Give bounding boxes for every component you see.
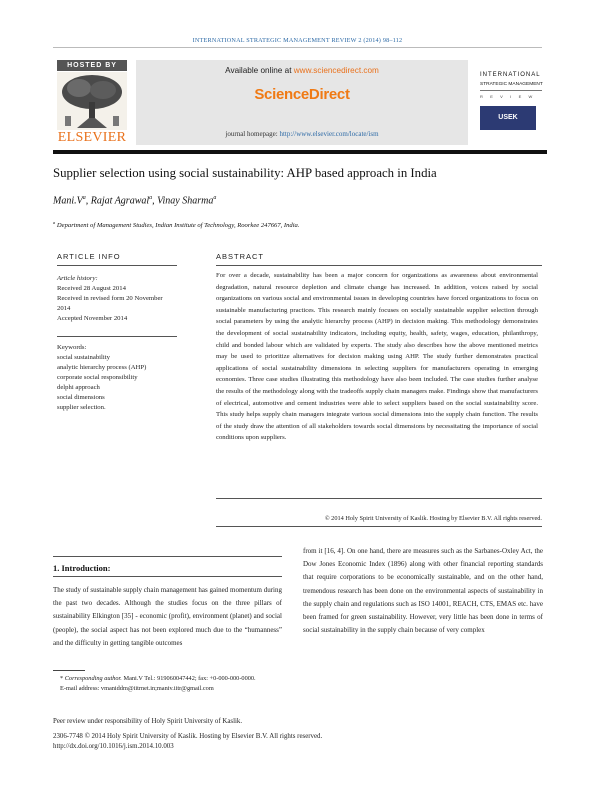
- author-name: Mani.V: [53, 195, 83, 207]
- corresponding-author-note: [60, 674, 540, 693]
- article-info-rule: [57, 265, 177, 266]
- author-affil-marker: a: [82, 195, 86, 201]
- article-info-heading: ARTICLE INFO: [57, 252, 121, 261]
- homepage-link[interactable]: http://www.elsevier.com/locate/ism: [279, 130, 379, 138]
- doi-link[interactable]: http://dx.doi.org/10.1016/j.ism.2014.10.003: [53, 743, 174, 750]
- sciencedirect-link[interactable]: www.sciencedirect.com: [293, 66, 379, 75]
- affiliation-marker: a: [53, 220, 56, 225]
- ism-logo-divider: [480, 90, 542, 91]
- abstract-copyright: © 2014 Holy Spirit University of Kaslik. Hosting by Elsevier B.V. All rights reserved.: [324, 515, 542, 522]
- issn-copyright: 2306-7748 © 2014 Holy Spirit University of Kaslik. Hosting by Elsevier B.V. All rights reserved.: [53, 733, 323, 740]
- ism-logo-review: R E V I E W: [480, 94, 536, 99]
- intro-right-column: from it [16, 4]. On one hand, there are measures such as the Sarbanes-Oxley Act, the Dow Jones Economic Index (1896) along with other financial reporting standards that require corporations to be economically sustainable, and on the other hand, tremendous research has been done on the environmental aspects of sustainability in the supply chain and regulations such as ISO 14001, REACH, CTS, EMAS etc. have been framed for green sustainability. However, very little has been done in terms of social sustainability in the supply chain because of very complex: [303, 547, 543, 635]
- elsevier-tree-logo: [57, 72, 127, 130]
- footnote-rule: [53, 670, 85, 671]
- available-online: [136, 66, 468, 75]
- author-list: $Mani.V^a$, Rajat Agrawal$^a$, Vinay Sharma$^a$: [53, 195, 217, 207]
- keyword-item: delphi approach: [57, 384, 100, 391]
- article-title: Supplier selection using social sustainability: AHP based approach in India: [53, 166, 437, 180]
- intro-left-column: The study of sustainable supply chain management has gained momentum during the past two decades. Although the studies focus on the three pillars of sustainability Elkington [35] - economic (profit), environment (planet) and social (people), the social aspect has not been explored much due to the “humanness” and the difficulty in getting tangible outcomes: [53, 586, 282, 647]
- author-affil-marker: a: [213, 195, 217, 201]
- sciencedirect-logo: ScienceDirect: [254, 86, 350, 103]
- author-affil-marker: a: [149, 195, 153, 201]
- abstract-rule-top: [216, 265, 542, 266]
- history-item: Received 28 August 2014: [57, 285, 126, 292]
- keyword-item: social dimensions: [57, 394, 105, 401]
- section-heading-introduction: 1. Introduction:: [53, 563, 111, 573]
- keyword-item: supplier selection.: [57, 404, 106, 411]
- history-item: Accepted November 2014: [57, 315, 128, 322]
- article-history: [57, 274, 207, 324]
- journal-homepage: [136, 130, 468, 138]
- footnote-marker: *: [60, 675, 64, 682]
- available-online-label: Available online at: [225, 66, 294, 75]
- keyword-item: social sustainability: [57, 354, 110, 361]
- keyword-item: corporate social responsibility: [57, 374, 138, 381]
- header-divider: [53, 47, 542, 48]
- author-email: E-mail address: vmaniddm@iitrnet.in;maniv.iitr@gmail.com: [60, 684, 214, 692]
- ism-logo-subtitle: [480, 82, 550, 88]
- author-name: Vinay Sharma: [157, 195, 214, 207]
- author-name: Rajat Agrawal: [90, 195, 150, 207]
- keywords-label: Keywords:: [57, 344, 87, 351]
- affiliation: [53, 220, 553, 229]
- ism-logo-title: INTERNATIONAL: [480, 72, 541, 78]
- abstract-text: For over a decade, sustainability has been a major concern for organizations as awareness about environmental degradation, natural resource depletion and climate change has increased. In addition, voices raised by social organizations on various social and environmental issues in developing countries have forced organizations to focus on sustainable manufacturing practices. This research mainly focuses on socially sustainable supplier selection through social parameters by using the analytic hierarchy process (AHP) in decision making. This methodology demonstrates the development of social sustainability indicators, including equity, health, safety, wages, education, philanthropy, child and bonded labour which are validated by experts. The study also describes how the above mentioned metrics may be used to prioritize alternatives for decision making using AHP. The study further demonstrates practical applications of social sustainability dimensions in selecting suppliers for manufacturers operating in emerging economies. Three case studies illustrating this methodology have also been included. The case studies further analyse the results of the methodology along with the tradeoffs supply chain managers make. Findings show that manufacturers of electrical, automotive and cement industries were able to select suppliers based on the social sustainability score. This study helps supply chain managers integrate various social dimensions into the supply chain function. The results of the study draw the attention of all stakeholders towards social dimensions by necessitating the importance of social conditions upon suppliers.: [216, 272, 538, 442]
- keywords-block: [57, 343, 207, 413]
- ism-logo-line2: STRATEGIC MANAGEMENT: [480, 82, 543, 87]
- issn-block: [53, 732, 533, 752]
- usek-logo: USEK: [480, 106, 536, 130]
- hosted-by-label: HOSTED BY: [57, 60, 127, 71]
- abstract-rule-end: [216, 526, 542, 527]
- intro-rule-bottom: [53, 576, 282, 577]
- keywords-rule: [57, 336, 177, 337]
- history-label: Article history:: [57, 275, 98, 282]
- history-item: Received in revised form 20 November: [57, 295, 163, 302]
- corresponding-author-label: Corresponding author.: [64, 675, 122, 682]
- corresponding-author-contact: Mani.V Tel.: 919060047442; fax: +0-000-000-0000.: [121, 675, 256, 682]
- elsevier-wordmark: ELSEVIER: [57, 130, 127, 145]
- peer-review-note: Peer review under responsibility of Holy Spirit University of Kaslik.: [53, 718, 243, 725]
- affiliation-text: Department of Management Studies, Indian Institute of Technology, Roorkee 247667, India.: [56, 222, 300, 230]
- abstract-rule-bottom: [216, 498, 542, 499]
- abstract-heading: ABSTRACT: [216, 252, 265, 261]
- journal-running-header: INTERNATIONAL STRATEGIC MANAGEMENT REVIEW 2 (2014) 98–112: [192, 37, 403, 44]
- intro-rule: [53, 556, 282, 557]
- history-item: 2014: [57, 305, 71, 312]
- homepage-label: journal homepage:: [225, 130, 280, 138]
- title-divider: [53, 150, 547, 154]
- keyword-item: analytic hierarchy process (AHP): [57, 364, 147, 371]
